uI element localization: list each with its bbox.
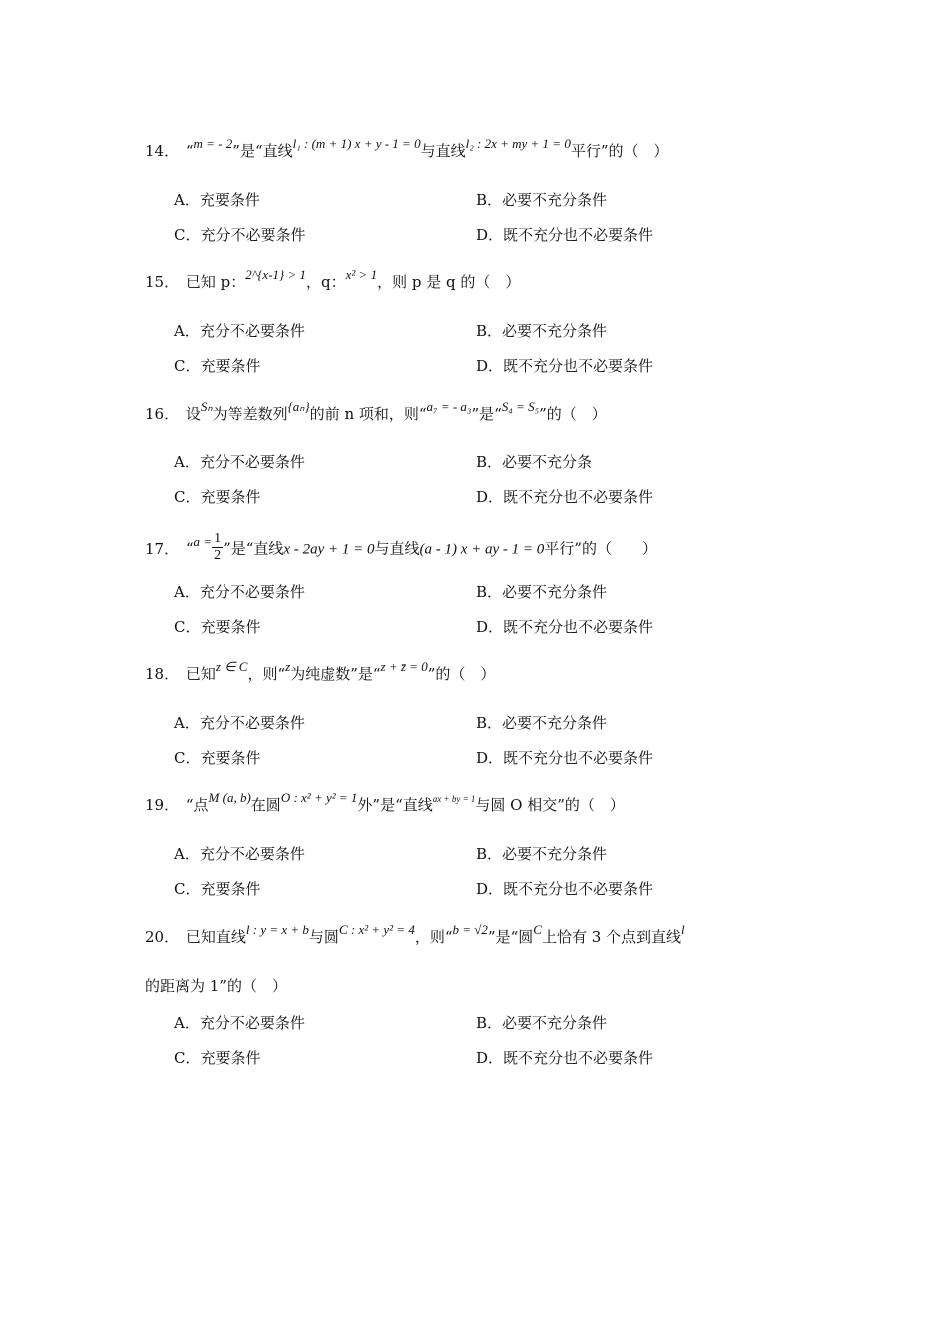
option-d: D．既不充分也不必要条件 [476, 488, 654, 506]
question-number: 15． [145, 273, 180, 291]
question-18 [145, 659, 496, 684]
question-number: 18． [145, 665, 180, 683]
math-expression: 2^{x-1} > 1 [245, 267, 307, 282]
option-d: D．既不充分也不必要条件 [476, 357, 654, 375]
math-expression: z + z̄ = 0 [380, 659, 428, 674]
option-d: D．既不充分也不必要条件 [476, 226, 654, 244]
question-text: 外”是“直线 [357, 796, 433, 814]
math-expression: l : y = x + b [245, 922, 309, 937]
math-expression: x - 2ay + 1 = 0 [283, 541, 375, 558]
option-a: A．充要条件 [174, 191, 260, 209]
math-expression: a₇ = - a₃ [426, 399, 472, 414]
question-20 [145, 922, 685, 947]
question-text: ，q： [306, 273, 346, 291]
option-a: A．充分不必要条件 [174, 583, 305, 601]
math-expression: l₁ : (m + 1) x + y - 1 = 0 [292, 136, 421, 151]
math-expression: m = - 2 [193, 136, 233, 151]
math-expression: z [285, 659, 291, 674]
question-text: 设 [185, 405, 201, 423]
question-text: 平行”的（ ） [544, 539, 657, 558]
question-text: 已知 [185, 665, 216, 683]
question-number: 14． [145, 142, 180, 160]
question-text: ”是“ [471, 405, 502, 423]
question-text: ，则“ [247, 665, 286, 683]
math-expression: l₂ : 2x + my + 1 = 0 [465, 136, 571, 151]
math-expression: (a - 1) x + ay - 1 = 0 [419, 541, 545, 558]
math-expression: Sₙ [200, 399, 213, 414]
option-c: C．充要条件 [174, 749, 261, 767]
option-c: C．充要条件 [174, 1049, 261, 1067]
option-d: D．既不充分也不必要条件 [476, 618, 654, 636]
question-20-continuation: 的距离为 1”的（ ） [145, 977, 287, 995]
math-expression: {aₙ} [287, 399, 310, 414]
question-19 [145, 790, 625, 815]
question-text: 上恰有 3 个点到直线 [541, 928, 682, 946]
fraction-numerator: 1 [214, 531, 222, 546]
option-a: A．充分不必要条件 [174, 322, 305, 340]
option-c: C．充分不必要条件 [174, 226, 306, 244]
question-text: ”的（ ） [427, 665, 496, 683]
question-number: 20． [145, 928, 180, 946]
question-text: ”的（ ） [539, 405, 607, 423]
math-expression: ax + by = 1 [432, 794, 476, 804]
question-14 [145, 136, 669, 161]
math-expression: O : x² + y² = 1 [280, 790, 358, 805]
math-expression: b = √2 [452, 922, 488, 937]
option-c: C．充要条件 [174, 357, 261, 375]
option-c: C．充要条件 [174, 618, 261, 636]
math-expression: C [533, 922, 542, 937]
question-text: ，则 p 是 q 的（ ） [377, 273, 521, 291]
question-text: 与直线 [420, 142, 466, 160]
question-text: ，则“ [414, 928, 453, 946]
question-text: 与直线 [374, 539, 420, 558]
math-expression: x² > 1 [345, 267, 378, 282]
question-text: 的前 n 项和，则“ [309, 405, 427, 423]
question-number: 17． [145, 539, 180, 558]
question-text: ”是“直线 [232, 142, 293, 160]
option-d: D．既不充分也不必要条件 [476, 1049, 654, 1067]
fraction [212, 531, 223, 564]
option-a: A．充分不必要条件 [174, 845, 305, 863]
option-a: A．充分不必要条件 [174, 714, 305, 732]
math-expression: z ∈ C [215, 659, 248, 674]
question-number: 19． [145, 796, 180, 814]
question-17 [145, 533, 657, 566]
option-b: B．必要不充分条件 [476, 191, 608, 209]
question-text: 在圆 [250, 796, 281, 814]
option-d: D．既不充分也不必要条件 [476, 749, 654, 767]
question-text: 与圆 O 相交”的（ ） [475, 796, 625, 814]
option-b: B．必要不充分条件 [476, 845, 608, 863]
question-text: ”是“直线 [223, 539, 284, 558]
question-text: 平行”的（ ） [570, 142, 669, 160]
option-b: B．必要不充分条件 [476, 322, 608, 340]
math-expression: S₄ = S₅ [501, 399, 540, 414]
option-b: B．必要不充分条件 [476, 714, 608, 732]
option-c: C．充要条件 [174, 880, 261, 898]
math-expression: C : x² + y² = 4 [338, 922, 415, 937]
question-text: “点 [185, 796, 209, 814]
question-16 [145, 399, 607, 424]
question-text: 与圆 [308, 928, 339, 946]
question-text: 为等差数列 [212, 405, 288, 423]
question-text: “ [185, 539, 194, 558]
question-text: 已知直线 [185, 928, 246, 946]
question-text: 为纯虚数”是“ [290, 665, 381, 683]
question-text: ”是“圆 [487, 928, 534, 946]
option-b: B．必要不充分条件 [476, 1014, 608, 1032]
option-b: B．必要不充分条件 [476, 583, 608, 601]
question-text: 已知 p： [185, 273, 246, 291]
option-a: A．充分不必要条件 [174, 1014, 305, 1032]
question-text: “ [185, 142, 194, 160]
fraction-denominator: 2 [214, 548, 222, 563]
math-expression: M (a, b) [208, 790, 251, 805]
option-b: B．必要不充分条 [476, 453, 593, 471]
question-15 [145, 267, 521, 292]
option-c: C．充要条件 [174, 488, 261, 506]
math-expression: l [681, 922, 685, 937]
question-number: 16． [145, 405, 180, 423]
option-a: A．充分不必要条件 [174, 453, 305, 471]
option-d: D．既不充分也不必要条件 [476, 880, 654, 898]
math-expression: a = [193, 533, 213, 549]
